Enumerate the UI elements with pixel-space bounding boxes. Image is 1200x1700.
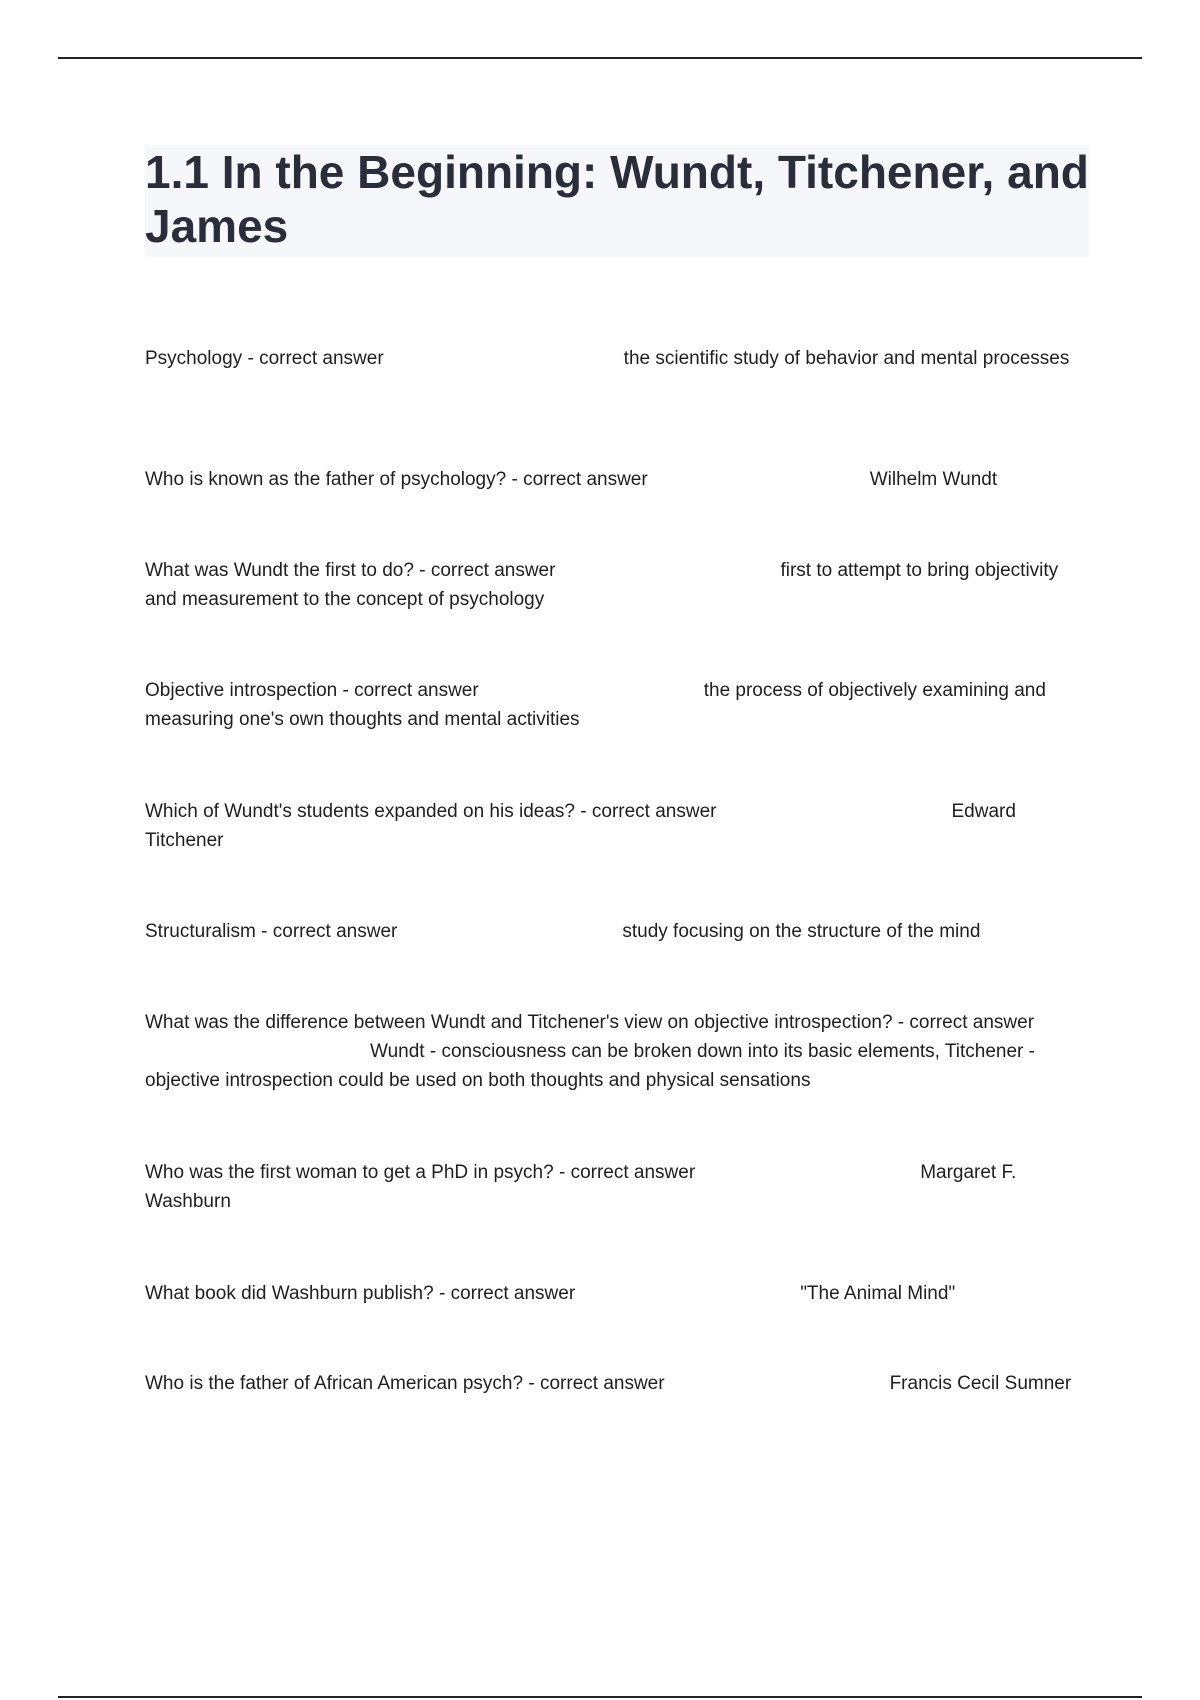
title-block <box>145 145 1089 257</box>
qa-answer: Francis Cecil Sumner <box>889 1373 1072 1394</box>
qa-entry <box>145 1369 1075 1398</box>
qa-entry <box>145 344 1075 373</box>
bottom-rule <box>58 1696 1142 1698</box>
qa-answer: first to attempt to bring objectivity and measurement to the concept of psychology <box>145 560 1059 610</box>
qa-label: correct answer <box>354 680 479 701</box>
qa-entry <box>145 556 1075 614</box>
qa-term: What book did Washburn publish? <box>145 1283 434 1304</box>
qa-entry <box>145 465 1075 494</box>
qa-separator: - <box>242 348 260 369</box>
qa-answer: study focusing on the structure of the mind <box>622 921 981 942</box>
qa-separator: - <box>575 801 592 822</box>
qa-separator: - <box>523 1373 540 1394</box>
qa-entry <box>145 797 1075 855</box>
top-rule <box>58 57 1142 59</box>
qa-entry <box>145 676 1075 734</box>
qa-entry <box>145 1008 1075 1095</box>
qa-term: What was Wundt the first to do? <box>145 560 414 581</box>
qa-label: correct answer <box>909 1012 1035 1033</box>
page-title: 1.1 In the Beginning: Wundt, Titchener, and James <box>145 146 1089 252</box>
qa-separator: - <box>413 560 431 581</box>
qa-term: Which of Wundt's students expanded on his ideas? <box>145 801 575 822</box>
qa-term: What was the difference between Wundt and Titchener's view on objective introspection? <box>145 1012 893 1033</box>
qa-answer: Edward Titchener <box>145 801 1016 851</box>
qa-label: correct answer <box>523 469 648 490</box>
qa-answer: the scientific study of behavior and mental processes <box>623 348 1070 369</box>
qa-entry <box>145 917 1075 946</box>
qa-separator: - <box>506 469 524 490</box>
qa-separator: - <box>337 680 355 701</box>
qa-label: correct answer <box>539 1373 665 1394</box>
qa-label: correct answer <box>259 348 384 369</box>
qa-label: correct answer <box>591 801 717 822</box>
qa-answer: Margaret F. Washburn <box>145 1162 1017 1212</box>
qa-answer: the process of objectively examining and measuring one's own thoughts and mental activities <box>145 680 1046 730</box>
qa-term: Psychology <box>145 348 243 369</box>
qa-entry <box>145 1158 1075 1216</box>
qa-term: Structuralism <box>145 921 256 942</box>
qa-answer: Wundt - consciousness can be broken down into its basic elements, Titchener - objective introspection could be used on both thoughts and physical sensations <box>145 1041 1035 1091</box>
qa-entry <box>145 1279 1075 1308</box>
qa-term: Who is known as the father of psychology? <box>145 469 507 490</box>
qa-separator: - <box>553 1162 571 1183</box>
qa-term: Objective introspection <box>145 680 338 701</box>
qa-term: Who was the first woman to get a PhD in psych? <box>145 1162 554 1183</box>
qa-separator: - <box>892 1012 910 1033</box>
qa-label: correct answer <box>450 1283 576 1304</box>
qa-label: correct answer <box>272 921 398 942</box>
qa-label: correct answer <box>430 560 556 581</box>
qa-answer: Wilhelm Wundt <box>869 469 998 490</box>
qa-separator: - <box>255 921 273 942</box>
qa-separator: - <box>433 1283 451 1304</box>
qa-term: Who is the father of African American psych? <box>145 1373 524 1394</box>
qa-label: correct answer <box>570 1162 696 1183</box>
qa-answer: "The Animal Mind" <box>800 1283 956 1304</box>
